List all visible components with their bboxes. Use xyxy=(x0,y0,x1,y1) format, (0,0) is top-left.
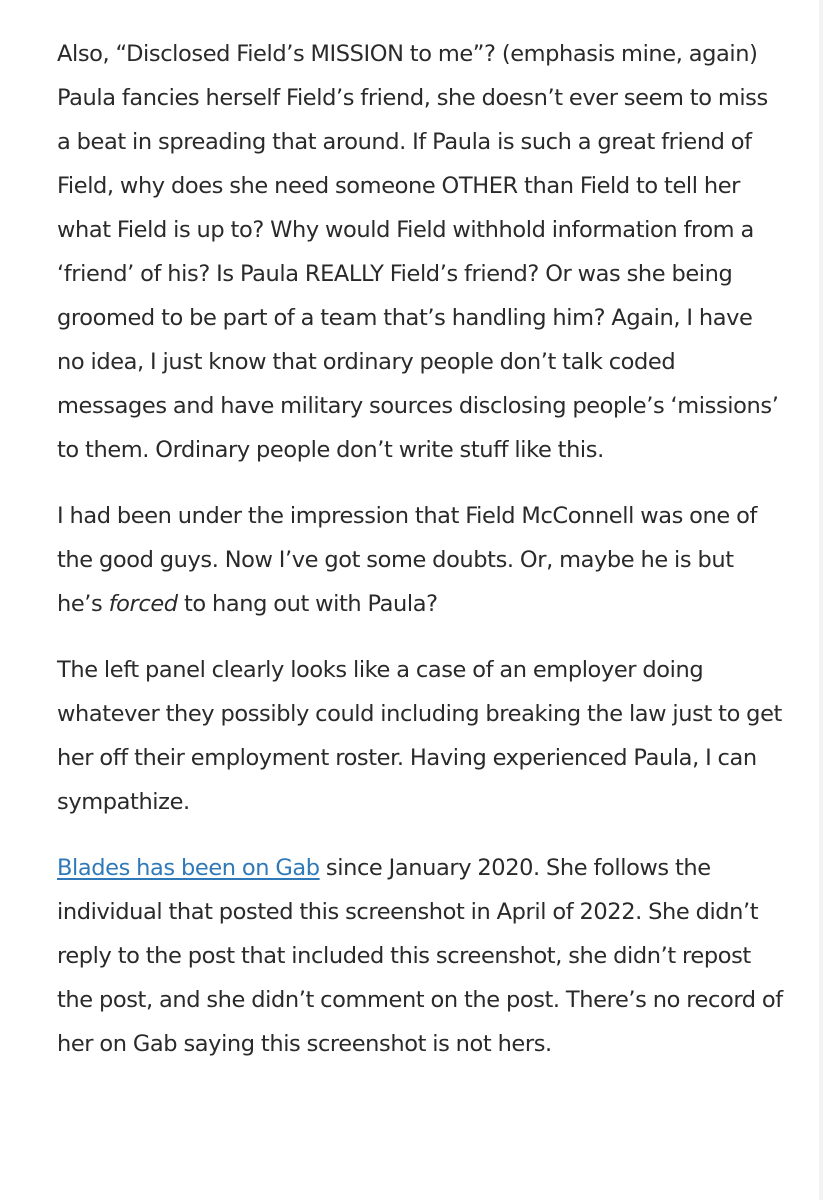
paragraph-good-guys xyxy=(57,494,783,626)
paragraph-good-guys-text: I had been under the impression that Field McConnell was one of the good guys. Now I’ve got some doubts. Or, maybe he is but he’s xyxy=(57,503,757,617)
paragraph-good-guys-tail: to hang out with Paula? xyxy=(177,591,438,617)
article-body xyxy=(57,32,783,1066)
paragraph-gab-text: since January 2020. She follows the individual that posted this screenshot in April of 2022. She didn’t reply to the post that included this screenshot, she didn’t repost the post, and she didn’t comment on the post. There’s no record of her on Gab saying this screenshot is not hers. xyxy=(57,855,783,1057)
paragraph-left-panel: The left panel clearly looks like a case of an employer doing whatever they possibly could including breaking the law just to get her off their employment roster. Having experienced Paula, I can sympathize. xyxy=(57,657,782,815)
paragraph-gab xyxy=(57,846,783,1066)
gab-link[interactable]: Blades has been on Gab xyxy=(57,855,320,881)
emphasis-forced: forced xyxy=(108,591,178,617)
scrollbar-track xyxy=(819,0,823,1200)
paragraph-field-mission: Also, “Disclosed Field’s MISSION to me”? (emphasis mine, again) Paula fancies herself Field’s friend, she doesn’t ever seem to miss a beat in spreading that around. If Paula is such a great friend of Field, why does she need someone OTHER than Field to tell her what Field is up to? Why would Field withhold information from a ‘friend’ of his? Is Paula REALLY Field’s friend? Or was she being groomed to be part of a team that’s handling him? Again, I have no idea, I just know that ordinary people don’t talk coded messages and have military sources disclosing people’s ‘missions’ to them. Ordinary people don’t write stuff like this. xyxy=(57,41,779,463)
